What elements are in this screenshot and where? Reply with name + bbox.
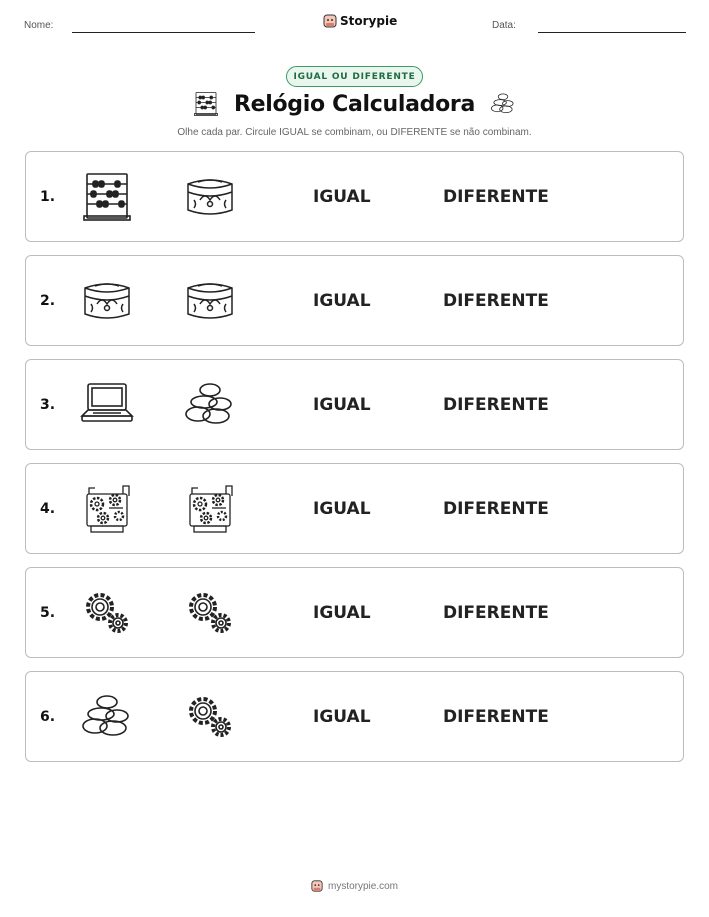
question-number: 4. [40,501,56,517]
option-diferente[interactable]: DIFERENTE [443,291,549,311]
footer-url[interactable]: mystorypie.com [327,880,398,892]
stones-icon [489,91,517,117]
question-row [25,359,684,450]
option-igual[interactable]: IGUAL [313,603,371,623]
option-igual[interactable]: IGUAL [313,291,371,311]
option-diferente[interactable]: DIFERENTE [443,395,549,415]
ornate-box-icon [182,170,238,224]
option-igual[interactable]: IGUAL [313,187,371,207]
option-igual[interactable]: IGUAL [313,499,371,519]
question-row [25,567,684,658]
option-diferente[interactable]: DIFERENTE [443,187,549,207]
option-diferente[interactable]: DIFERENTE [443,707,549,727]
gear-machine-icon [182,482,238,536]
laptop-icon [79,378,135,432]
instructions: Olhe cada par. Circule IGUAL se combinam, ou DIFERENTE se não combinam. [177,127,532,138]
gear-machine-icon [79,482,135,536]
option-diferente[interactable]: DIFERENTE [443,499,549,519]
storypie-mascot-icon [311,879,323,893]
question-number: 3. [40,397,56,413]
name-line[interactable] [72,32,255,33]
ornate-box-icon [182,274,238,328]
page-title: Relógio Calculadora [233,91,476,117]
gears-icon [182,586,238,640]
brand-logo [323,13,397,29]
question-number: 5. [40,605,56,621]
question-number: 2. [40,293,56,309]
footer [0,879,709,893]
option-igual[interactable]: IGUAL [313,395,371,415]
worksheet-tag: IGUAL OU DIFERENTE [286,66,423,87]
question-number: 6. [40,709,56,725]
option-igual[interactable]: IGUAL [313,707,371,727]
date-line[interactable] [538,32,686,33]
title-row [0,90,709,118]
question-row [25,463,684,554]
date-label: Data: [492,20,516,31]
question-number: 1. [40,189,56,205]
abacus-icon [192,90,220,118]
gears-icon [79,586,135,640]
stones-icon [182,378,238,432]
name-label: Nome: [24,20,54,31]
ornate-box-icon [79,274,135,328]
stones-icon [79,690,135,744]
question-row [25,151,684,242]
option-diferente[interactable]: DIFERENTE [443,603,549,623]
gears-icon [182,690,238,744]
question-row [25,255,684,346]
storypie-mascot-icon [323,13,337,29]
brand-name: Storypie [340,14,398,28]
abacus-icon [79,170,135,224]
question-row [25,671,684,762]
